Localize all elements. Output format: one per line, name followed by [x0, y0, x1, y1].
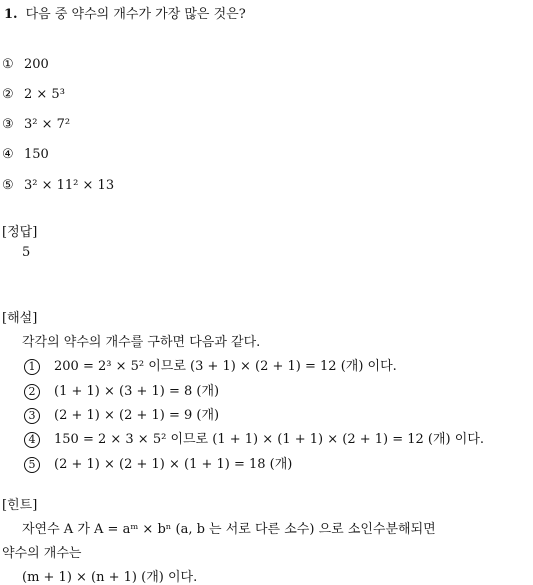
option-5 — [2, 178, 114, 193]
option-2-text: 2 × 5³ — [24, 87, 65, 102]
explanation-item-1-mark: 1 — [24, 359, 40, 375]
question-text: 다음 중 약수의 개수가 가장 많은 것은? — [25, 7, 246, 22]
question-number: 1. — [4, 7, 18, 22]
option-1-text: 200 — [24, 57, 49, 72]
explanation-intro: 각각의 약수의 개수를 구하면 다음과 같다. — [22, 335, 261, 350]
option-4-text: 150 — [24, 147, 49, 162]
hint-label: [힌트] — [2, 498, 38, 513]
option-5-mark: ⑤ — [2, 178, 14, 193]
question-title — [4, 3, 246, 22]
hint-line-3: (m + 1) × (n + 1) (개) 이다. — [22, 570, 198, 585]
explanation-item-1 — [24, 355, 397, 375]
answer-value: 5 — [22, 245, 31, 260]
explanation-item-3-mark: 3 — [24, 408, 40, 424]
option-3-text: 3² × 7² — [24, 117, 71, 132]
explanation-item-2-text: (1 + 1) × (3 + 1) = 8 (개) — [54, 384, 220, 399]
answer-label: [정답] — [2, 225, 38, 240]
explanation-item-3 — [24, 404, 219, 424]
option-2 — [2, 87, 65, 102]
explanation-item-4-text: 150 = 2 × 3 × 5² 이므로 (1 + 1) × (1 + 1) × (2 + 1) = 12 (개) 이다. — [54, 432, 485, 447]
explanation-item-2 — [24, 380, 219, 400]
option-3 — [2, 117, 70, 132]
hint-line-2: 약수의 개수는 — [2, 546, 82, 561]
explanation-item-3-text: (2 + 1) × (2 + 1) = 9 (개) — [54, 408, 220, 423]
explanation-item-5-mark: 5 — [24, 457, 40, 473]
option-1 — [2, 57, 49, 72]
explanation-item-4-mark: 4 — [24, 432, 40, 448]
option-3-mark: ③ — [2, 117, 14, 132]
explanation-item-5-text: (2 + 1) × (2 + 1) × (1 + 1) = 18 (개) — [54, 457, 293, 472]
explanation-item-5 — [24, 453, 292, 473]
explanation-item-1-text: 200 = 2³ × 5² 이므로 (3 + 1) × (2 + 1) = 12 (개) 이다. — [54, 359, 397, 374]
hint-line-1: 자연수 A 가 A = aᵐ × bⁿ (a, b 는 서로 다른 소수) 으로 소인수분해되면 — [22, 522, 436, 537]
option-1-mark: ① — [2, 57, 14, 72]
explanation-label: [해설] — [2, 311, 38, 326]
option-2-mark: ② — [2, 87, 14, 102]
explanation-item-4 — [24, 428, 484, 448]
explanation-item-2-mark: 2 — [24, 384, 40, 400]
option-4 — [2, 147, 49, 162]
option-5-text: 3² × 11² × 13 — [24, 178, 115, 193]
option-4-mark: ④ — [2, 147, 14, 162]
